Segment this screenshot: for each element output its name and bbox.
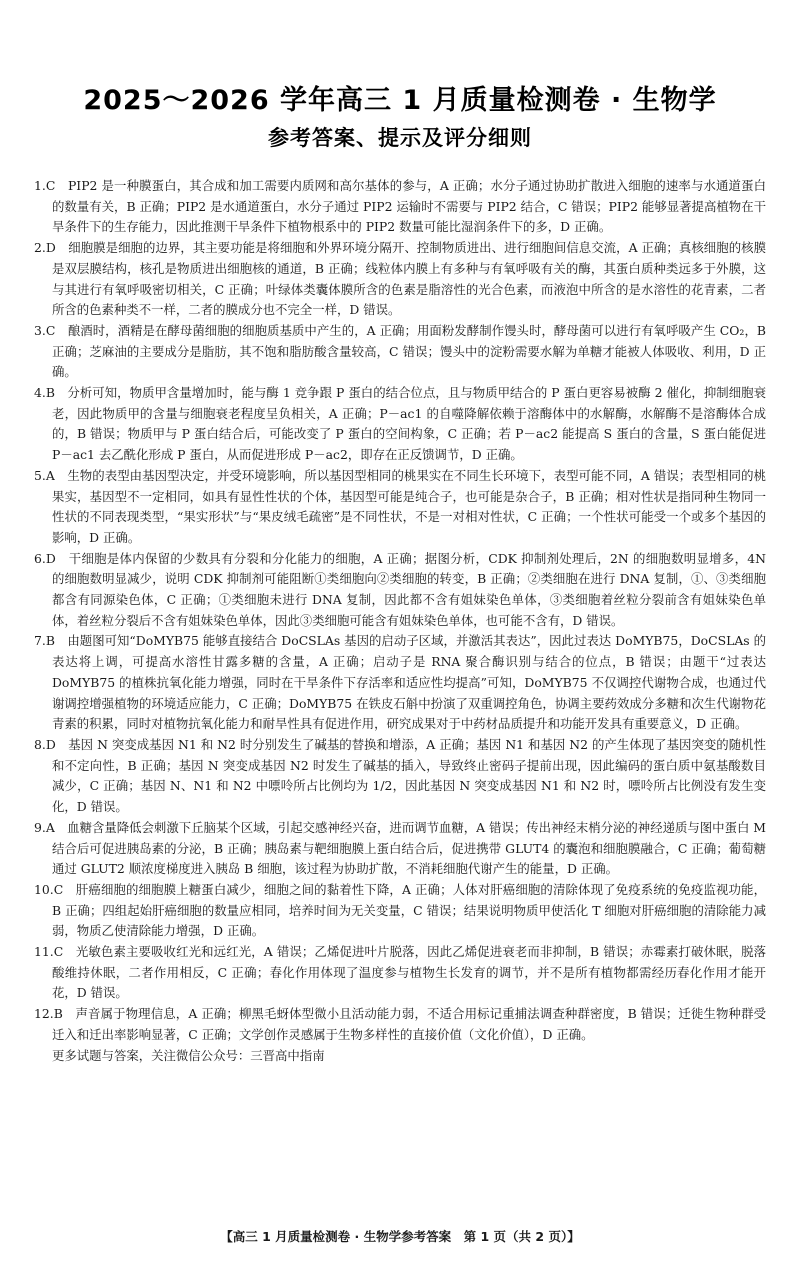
answer-item-6: 6.D 干细胞是体内保留的少数具有分裂和分化能力的细胞，A 正确；据图分析，CDK 抑制剂处理后，2N 的细胞数明显增多，4N 的细胞数明显减少，说明 CDK 抑制剂可能阻断①类细胞向②类细胞的转变，B 正确；②类细胞在进行 DNA 复制，①、③类细胞都含有同源染色体，C 正确；①类细胞未进行 DNA 复制，因此都不含有姐妹染色单体，③类细胞着丝粒分裂前含有姐妹染色单体，着丝粒分裂后不含有姐妹染色单体，因此③类细胞可能含有姐妹染色单体，也可能不含有，D 错误。 bbox=[34, 550, 766, 628]
page-footer: 【高三 1 月质量检测卷 · 生物学参考答案 第 1 页（共 2 页）】 bbox=[220, 1229, 580, 1244]
answer-item-9: 9.A 血糖含量降低会刺激下丘脑某个区域，引起交感神经兴奋，进而调节血糖，A 错误；传出神经末梢分泌的神经递质与图中蛋白 M 结合后可促进胰岛素的分泌，B 正确；胰岛素与靶细胞膜上蛋白结合后，促进携带 GLUT4 的囊泡和细胞膜融合，C 正确；葡萄糖通过 GLUT2 顺浓度梯度进入胰岛 B 细胞，该过程为协助扩散，不消耗细胞代谢产生的能量，D 正确。 bbox=[34, 819, 766, 877]
page-title: 2025～2026 学年高三 1 月质量检测卷 · 生物学 bbox=[83, 85, 717, 116]
answer-list bbox=[34, 176, 766, 1066]
answer-item-1: 1.C PIP2 是一种膜蛋白，其合成和加工需要内质网和高尔基体的参与，A 正确；水分子通过协助扩散进入细胞的速率与水通道蛋白的数量有关，B 正确；PIP2 是水通道蛋白，水分子通过 PIP2 运输时不需要与 PIP2 结合，C 错误；PIP2 能够显著提高植物在干旱条件下的生存能力，因此推测干旱条件下植物根系中的 PIP2 数量可能比湿润条件下的多，D 正确。 bbox=[34, 178, 766, 235]
answer-item-5: 5.A 生物的表型由基因型决定，并受环境影响，所以基因型相同的桃果实在不同生长环境下，表型可能不同，A 错误；表型相同的桃果实，基因型不一定相同，如具有显性性状的个体，基因型可能是纯合子，也可能是杂合子，B 正确；相对性状是指同种生物同一性状的不同表现类型，“果实形状”与“果皮绒毛疏密”是不同性状，不是一对相对性状，C 正确；一个性状可能受一个或多个基因的影响，D 正确。 bbox=[34, 467, 766, 545]
answer-item-10: 10.C 肝癌细胞的细胞膜上糖蛋白减少，细胞之间的黏着性下降，A 正确；人体对肝癌细胞的清除体现了免疫系统的免疫监视功能，B 正确；四组起始肝癌细胞的数量应相同，培养时间为无关变量，C 错误；结果说明物质甲使活化 T 细胞对肝癌细胞的清除能力减弱，物质乙使清除能力增强，D 正确。 bbox=[34, 881, 766, 939]
answer-item-11: 11.C 光敏色素主要吸收红光和远红光，A 错误；乙烯促进叶片脱落，因此乙烯促进衰老而非抑制，B 错误；赤霉素打破休眠，脱落酸维持休眠，二者作用相反，C 正确；春化作用体现了温度参与植物生长发育的调节，并不是所有植物都需经历春化作用才能开花，D 错误。 bbox=[34, 944, 766, 1001]
answer-item-3: 3.C 酿酒时，酒精是在酵母菌细胞的细胞质基质中产生的，A 正确；用面粉发酵制作馒头时，酵母菌可以进行有氧呼吸产生 CO₂，B 正确；芝麻油的主要成分是脂肪，其不饱和脂肪酸含量较高，C 错误；馒头中的淀粉需要水解为单糖才能被人体吸收、利用，D 正确。 bbox=[34, 322, 766, 380]
answer-item-4: 4.B 分析可知，物质甲含量增加时，能与酶 1 竞争跟 P 蛋白的结合位点，且与物质甲结合的 P 蛋白更容易被酶 2 催化，抑制细胞衰老，因此物质甲的含量与细胞衰老程度呈负相关，A 正确；P－ac1 的自噬降解依赖于溶酶体中的水解酶，水解酶不是溶酶体合成的，B 错误；物质甲与 P 蛋白结合后，可能改变了 P 蛋白的空间构象，C 正确；若 P－ac2 能提高 S 蛋白的含量，S 蛋白能促进 P－ac1 去乙酰化形成 P 蛋白，从而促进形成 P－ac2，即存在正反馈调节，D 正确。 bbox=[34, 385, 766, 463]
answer-item-8: 8.D 基因 N 突变成基因 N1 和 N2 时分别发生了碱基的替换和增添，A 正确；基因 N1 和基因 N2 的产生体现了基因突变的随机性和不定向性，B 正确；基因 N 突变成基因 N2 时发生了碱基的插入，导致终止密码子提前出现，因此编码的蛋白质中氨基酸数目减少，C 正确；基因 N、N1 和 N2 中嘌呤所占比例均为 1/2，因此基因 N 突变成基因 N1 和 N2 时，嘌呤所占比例没有发生变化，D 错误。 bbox=[34, 736, 766, 815]
answer-item-7: 7.B 由题图可知“DoMYB75 能够直接结合 DoCSLAs 基因的启动子区域，并激活其表达”，因此过表达 DoMYB75，DoCSLAs 的表达将上调，可提高水溶性甘露多糖的含量，A 正确；启动子是 RNA 聚合酶识别与结合的位点，B 错误；由题干“过表达 DoMYB75 的植株抗氧化能力增强，同时在干旱条件下存活率和适应性均提高”可知，DoMYB75 不仅调控代谢物合成，也通过代谢调控增强植物的环境适应能力，C 正确；DoMYB75 在铁皮石斛中扮演了双重调控角色，协调主要药效成分多糖和次生代谢物花青素的积累，同时对植物抗氧化能力和耐旱性具有促进作用，研究成果对于中药材品质提升和功能开发具有重要意义，D 正确。 bbox=[34, 633, 766, 732]
answer-item-12: 12.B 声音属于物理信息，A 正确；柳黑毛蚜体型微小且活动能力弱，不适合用标记重捕法调查种群密度，B 错误；迁徙生物种群受迁入和迁出率影响显著，C 正确；文学创作灵感属于生物多样性的直接价值（文化价值），D 正确。 bbox=[34, 1006, 766, 1042]
answer-item-2: 2.D 细胞膜是细胞的边界，其主要功能是将细胞和外界环境分隔开、控制物质进出、进行细胞间信息交流，A 正确；真核细胞的核膜是双层膜结构，核孔是物质进出细胞核的通道，B 正确；线粒体内膜上有多种与有氧呼吸有关的酶，其蛋白质种类远多于外膜，这与其进行有氧呼吸密切相关，C 正确；叶绿体类囊体膜所含的色素是脂溶性的光合色素，而液泡中所含的是水溶性的花青素，二者所含的色素种类不一样，二者的膜成分也不完全一样，D 错误。 bbox=[34, 240, 766, 318]
page-subtitle: 参考答案、提示及评分细则 bbox=[268, 126, 532, 150]
promo-note: 更多试题与答案，关注微信公众号：三晋高中指南 bbox=[52, 1047, 325, 1063]
